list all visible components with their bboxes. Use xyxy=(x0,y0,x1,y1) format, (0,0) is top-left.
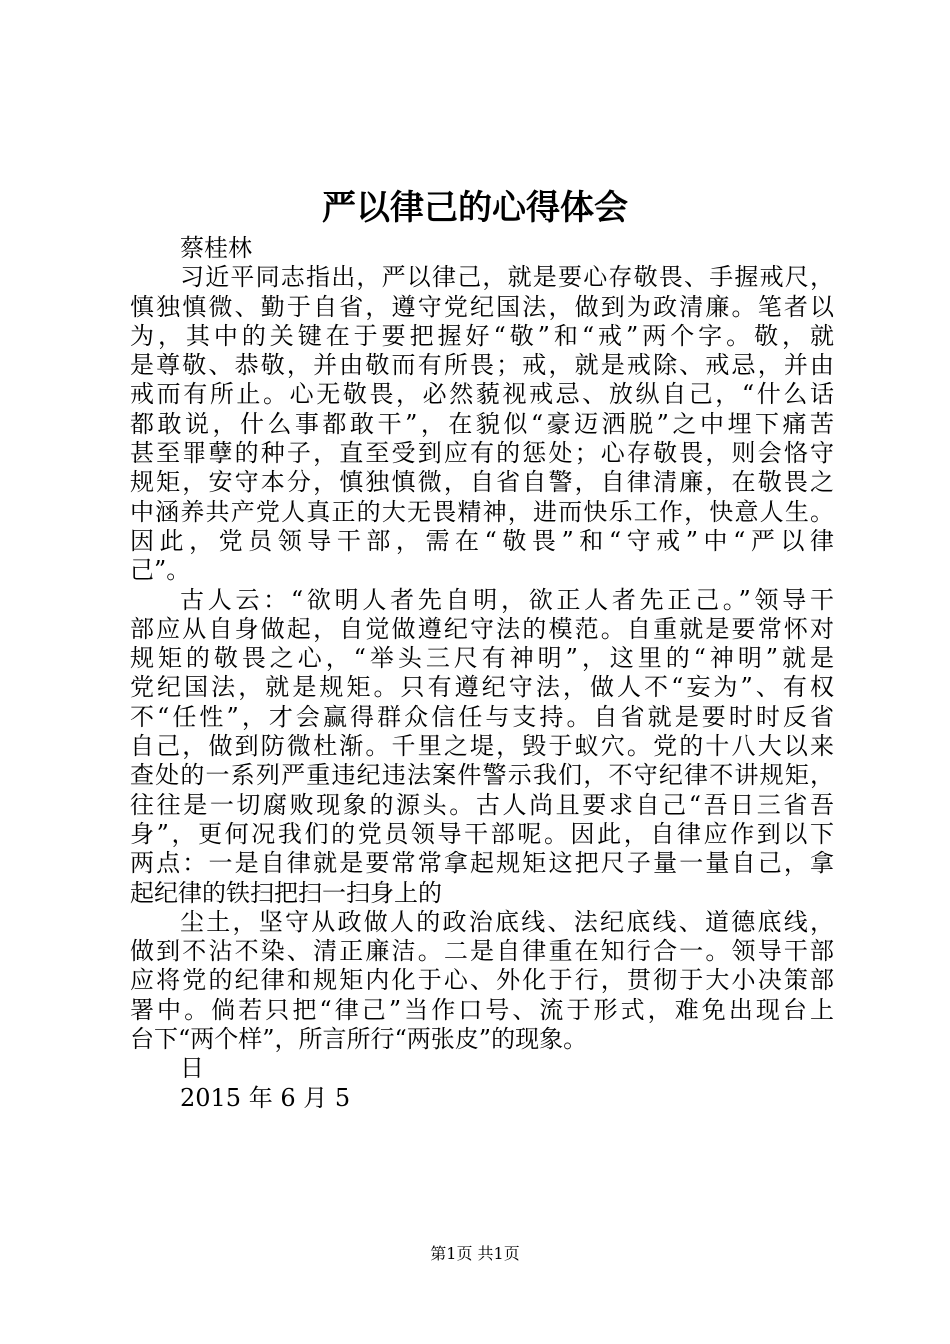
paragraph-line: 都敢说，什么事都敢干”，在貌似“豪迈洒脱”之中埋下痛苦 xyxy=(130,409,834,438)
paragraph-line: 做到不沾不染、清正廉洁。二是自律重在知行合一。领导干部 xyxy=(130,937,834,966)
paragraph-line: 台下“两个样”，所言所行“两张皮”的现象。 xyxy=(130,1025,588,1054)
date-day-line: 日 xyxy=(180,1054,204,1083)
date-line: 2015 年 6 月 5 xyxy=(180,1083,351,1112)
paragraph-line: 部应从自身做起，自觉做遵纪守法的模范。自重就是要常怀对 xyxy=(130,614,834,643)
paragraph-line: 为，其中的关键在于要把握好“敬”和“戒”两个字。敬，就 xyxy=(130,321,834,350)
author-line: 蔡桂林 xyxy=(180,234,252,262)
paragraph-line: 署中。倘若只把“律己”当作口号、流于形式，难免出现台上 xyxy=(130,995,834,1024)
paragraph-line: 甚至罪孽的种子，直至受到应有的惩处；心存敬畏，则会恪守 xyxy=(130,439,834,468)
paragraph-line: 中涵养共产党人真正的大无畏精神，进而快乐工作，快意人生。 xyxy=(130,497,834,526)
paragraph-line: 查处的一系列严重违纪违法案件警示我们，不守纪律不讲规矩， xyxy=(130,761,834,790)
paragraph-line: 己”。 xyxy=(130,556,191,585)
paragraph-line: 习近平同志指出，严以律己，就是要心存敬畏、手握戒尺， xyxy=(180,263,834,292)
paragraph-line: 往往是一切腐败现象的源头。古人尚且要求自己“吾日三省吾 xyxy=(130,790,834,819)
paragraph-line: 规矩，安守本分，慎独慎微，自省自警，自律清廉，在敬畏之 xyxy=(130,468,834,497)
paragraph-line: 两点：一是自律就是要常常拿起规矩这把尺子量一量自己，拿 xyxy=(130,849,834,878)
paragraph-line: 因此，党员领导干部，需在“敬畏”和“守戒”中“严以律 xyxy=(130,526,834,555)
paragraph-line: 古人云：“欲明人者先自明，欲正人者先正己。”领导干 xyxy=(180,585,834,614)
paragraph-line: 自己，做到防微杜渐。千里之堤，毁于蚁穴。党的十八大以来 xyxy=(130,732,834,761)
document-body xyxy=(130,234,834,1113)
paragraph-line: 慎独慎微、勤于自省，遵守党纪国法，做到为政清廉。笔者以 xyxy=(130,292,834,321)
paragraph-line: 不“任性”，才会赢得群众信任与支持。自省就是要时时反省 xyxy=(130,702,834,731)
paragraph-line: 身”，更何况我们的党员领导干部呢。因此，自律应作到以下 xyxy=(130,819,834,848)
paragraph-line: 是尊敬、恭敬，并由敬而有所畏；戒，就是戒除、戒忌，并由 xyxy=(130,351,834,380)
paragraph-line: 应将党的纪律和规矩内化于心、外化于行，贯彻于大小决策部 xyxy=(130,966,834,995)
document-title: 严以律己的心得体会 xyxy=(322,188,628,228)
paragraph-line: 戒而有所止。心无敬畏，必然藐视戒忌、放纵自己，“什么话 xyxy=(130,380,834,409)
paragraph-line: 党纪国法，就是规矩。只有遵纪守法，做人不“妄为”、有权 xyxy=(130,673,834,702)
page-footer: 第1页 共1页 xyxy=(430,1244,520,1263)
paragraph-line: 尘土，坚守从政做人的政治底线、法纪底线、道德底线， xyxy=(180,907,834,936)
paragraph-line: 规矩的敬畏之心，“举头三尺有神明”，这里的“神明”就是 xyxy=(130,644,834,673)
paragraph-line: 起纪律的铁扫把扫一扫身上的 xyxy=(130,878,442,907)
